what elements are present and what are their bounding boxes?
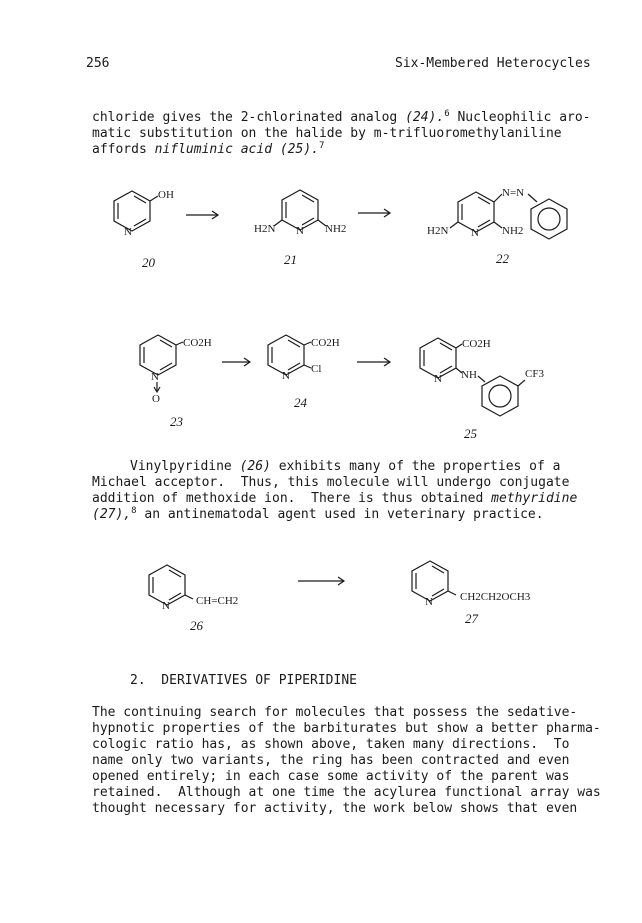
methoxyethyl-label: CH2CH2OCH3 <box>460 591 531 603</box>
n-label: N <box>282 370 290 382</box>
methyridine-structure-27 <box>412 561 531 608</box>
co2h-label: CO2H <box>183 337 212 349</box>
text-span: chloride gives the 2-chlorinated analog <box>92 110 406 125</box>
text-span: affords <box>92 142 155 157</box>
niflumic-acid-structure-25 <box>420 338 544 416</box>
phenazopyridine-structure-22 <box>427 187 567 239</box>
n-label: N <box>162 600 170 612</box>
para3-line: opened entirely; in each case some activity of the parent was <box>92 769 570 784</box>
reaction-scheme-1 <box>0 180 642 280</box>
nh2-label: NH2 <box>502 225 524 237</box>
n-label: N <box>425 596 433 608</box>
text-span: an antinematodal agent used in veterinary practice. <box>136 507 544 522</box>
pyridinol-structure-20 <box>114 189 174 238</box>
n-label: N <box>434 373 442 385</box>
compound-label-20: 20 <box>142 255 155 270</box>
chloronicotinic-acid-structure-24 <box>268 335 340 382</box>
o-label: O <box>152 393 160 405</box>
para2-line2: Michael acceptor. Thus, this molecule will undergo conjugate <box>92 475 570 490</box>
vinyl-label: CH=CH2 <box>196 595 239 607</box>
para3-line: thought necessary for activity, the work below shows that even <box>92 801 578 816</box>
cf3-label: CF3 <box>525 368 544 380</box>
para2-line1 <box>130 459 560 475</box>
azo-label: N=N <box>502 187 525 199</box>
n-label: N <box>151 371 159 383</box>
nicotinic-acid-n-oxide-structure-23 <box>140 335 212 405</box>
compound-label-23: 23 <box>170 414 183 429</box>
reaction-scheme-3 <box>0 555 642 635</box>
para1-line3 <box>92 142 324 158</box>
footnote-ref: 6 <box>444 109 450 119</box>
compound-label-25: 25 <box>464 426 477 441</box>
co2h-label: CO2H <box>311 337 340 349</box>
compound-ref: (24). <box>405 110 445 125</box>
compound-label-27: 27 <box>465 611 478 626</box>
page-number: 256 <box>86 56 110 71</box>
compound-label-26: 26 <box>190 618 203 633</box>
compound-label-22: 22 <box>496 251 509 266</box>
para3-line: name only two variants, the ring has been contracted and even <box>92 753 570 768</box>
drug-name: methyridine <box>491 491 578 506</box>
n-label: N <box>471 227 479 239</box>
footnote-ref: 7 <box>319 141 325 151</box>
section-heading: 2. DERIVATIVES OF PIPERIDINE <box>130 673 357 688</box>
text-span: Nucleophilic aro- <box>449 110 591 125</box>
co2h-label: CO2H <box>462 338 491 350</box>
oh-label: OH <box>158 189 174 201</box>
para2-line3 <box>92 491 577 507</box>
text-span: Vinylpyridine <box>130 459 240 474</box>
h2n-label: H2N <box>427 225 449 237</box>
cl-label: Cl <box>311 363 322 375</box>
n-label: N <box>124 226 132 238</box>
text-span: exhibits many of the properties of a <box>270 459 561 474</box>
nh-label: NH <box>461 369 477 381</box>
compound-ref: (27), <box>92 507 132 522</box>
text-span: addition of methoxide ion. There is thus obtained <box>92 491 492 506</box>
para3-line: The continuing search for molecules that possess the sedative- <box>92 705 578 720</box>
drug-name: nifluminic acid (25). <box>154 142 319 157</box>
para1-line1 <box>92 110 591 126</box>
n-label: N <box>296 225 304 237</box>
compound-label-21: 21 <box>284 252 297 267</box>
footnote-ref: 8 <box>131 506 137 516</box>
h2n-label: H2N <box>254 223 276 235</box>
para3-line: retained. Although at one time the acylurea functional array was <box>92 785 601 800</box>
diaminopyridine-structure-21 <box>254 190 346 237</box>
running-title: Six-Membered Heterocycles <box>395 56 591 71</box>
nh2-label: NH2 <box>325 223 347 235</box>
reaction-scheme-2 <box>0 320 642 430</box>
para3-line: cologic ratio has, as shown above, taken many directions. To <box>92 737 570 752</box>
para3-line: hypnotic properties of the barbiturates but show a better pharma- <box>92 721 601 736</box>
compound-label-24: 24 <box>294 395 307 410</box>
para1-line2: matic substitution on the halide by m-trifluoromethylaniline <box>92 126 562 141</box>
compound-ref: (26) <box>239 459 271 474</box>
para2-line4 <box>92 507 544 523</box>
vinylpyridine-structure-26 <box>149 565 238 612</box>
